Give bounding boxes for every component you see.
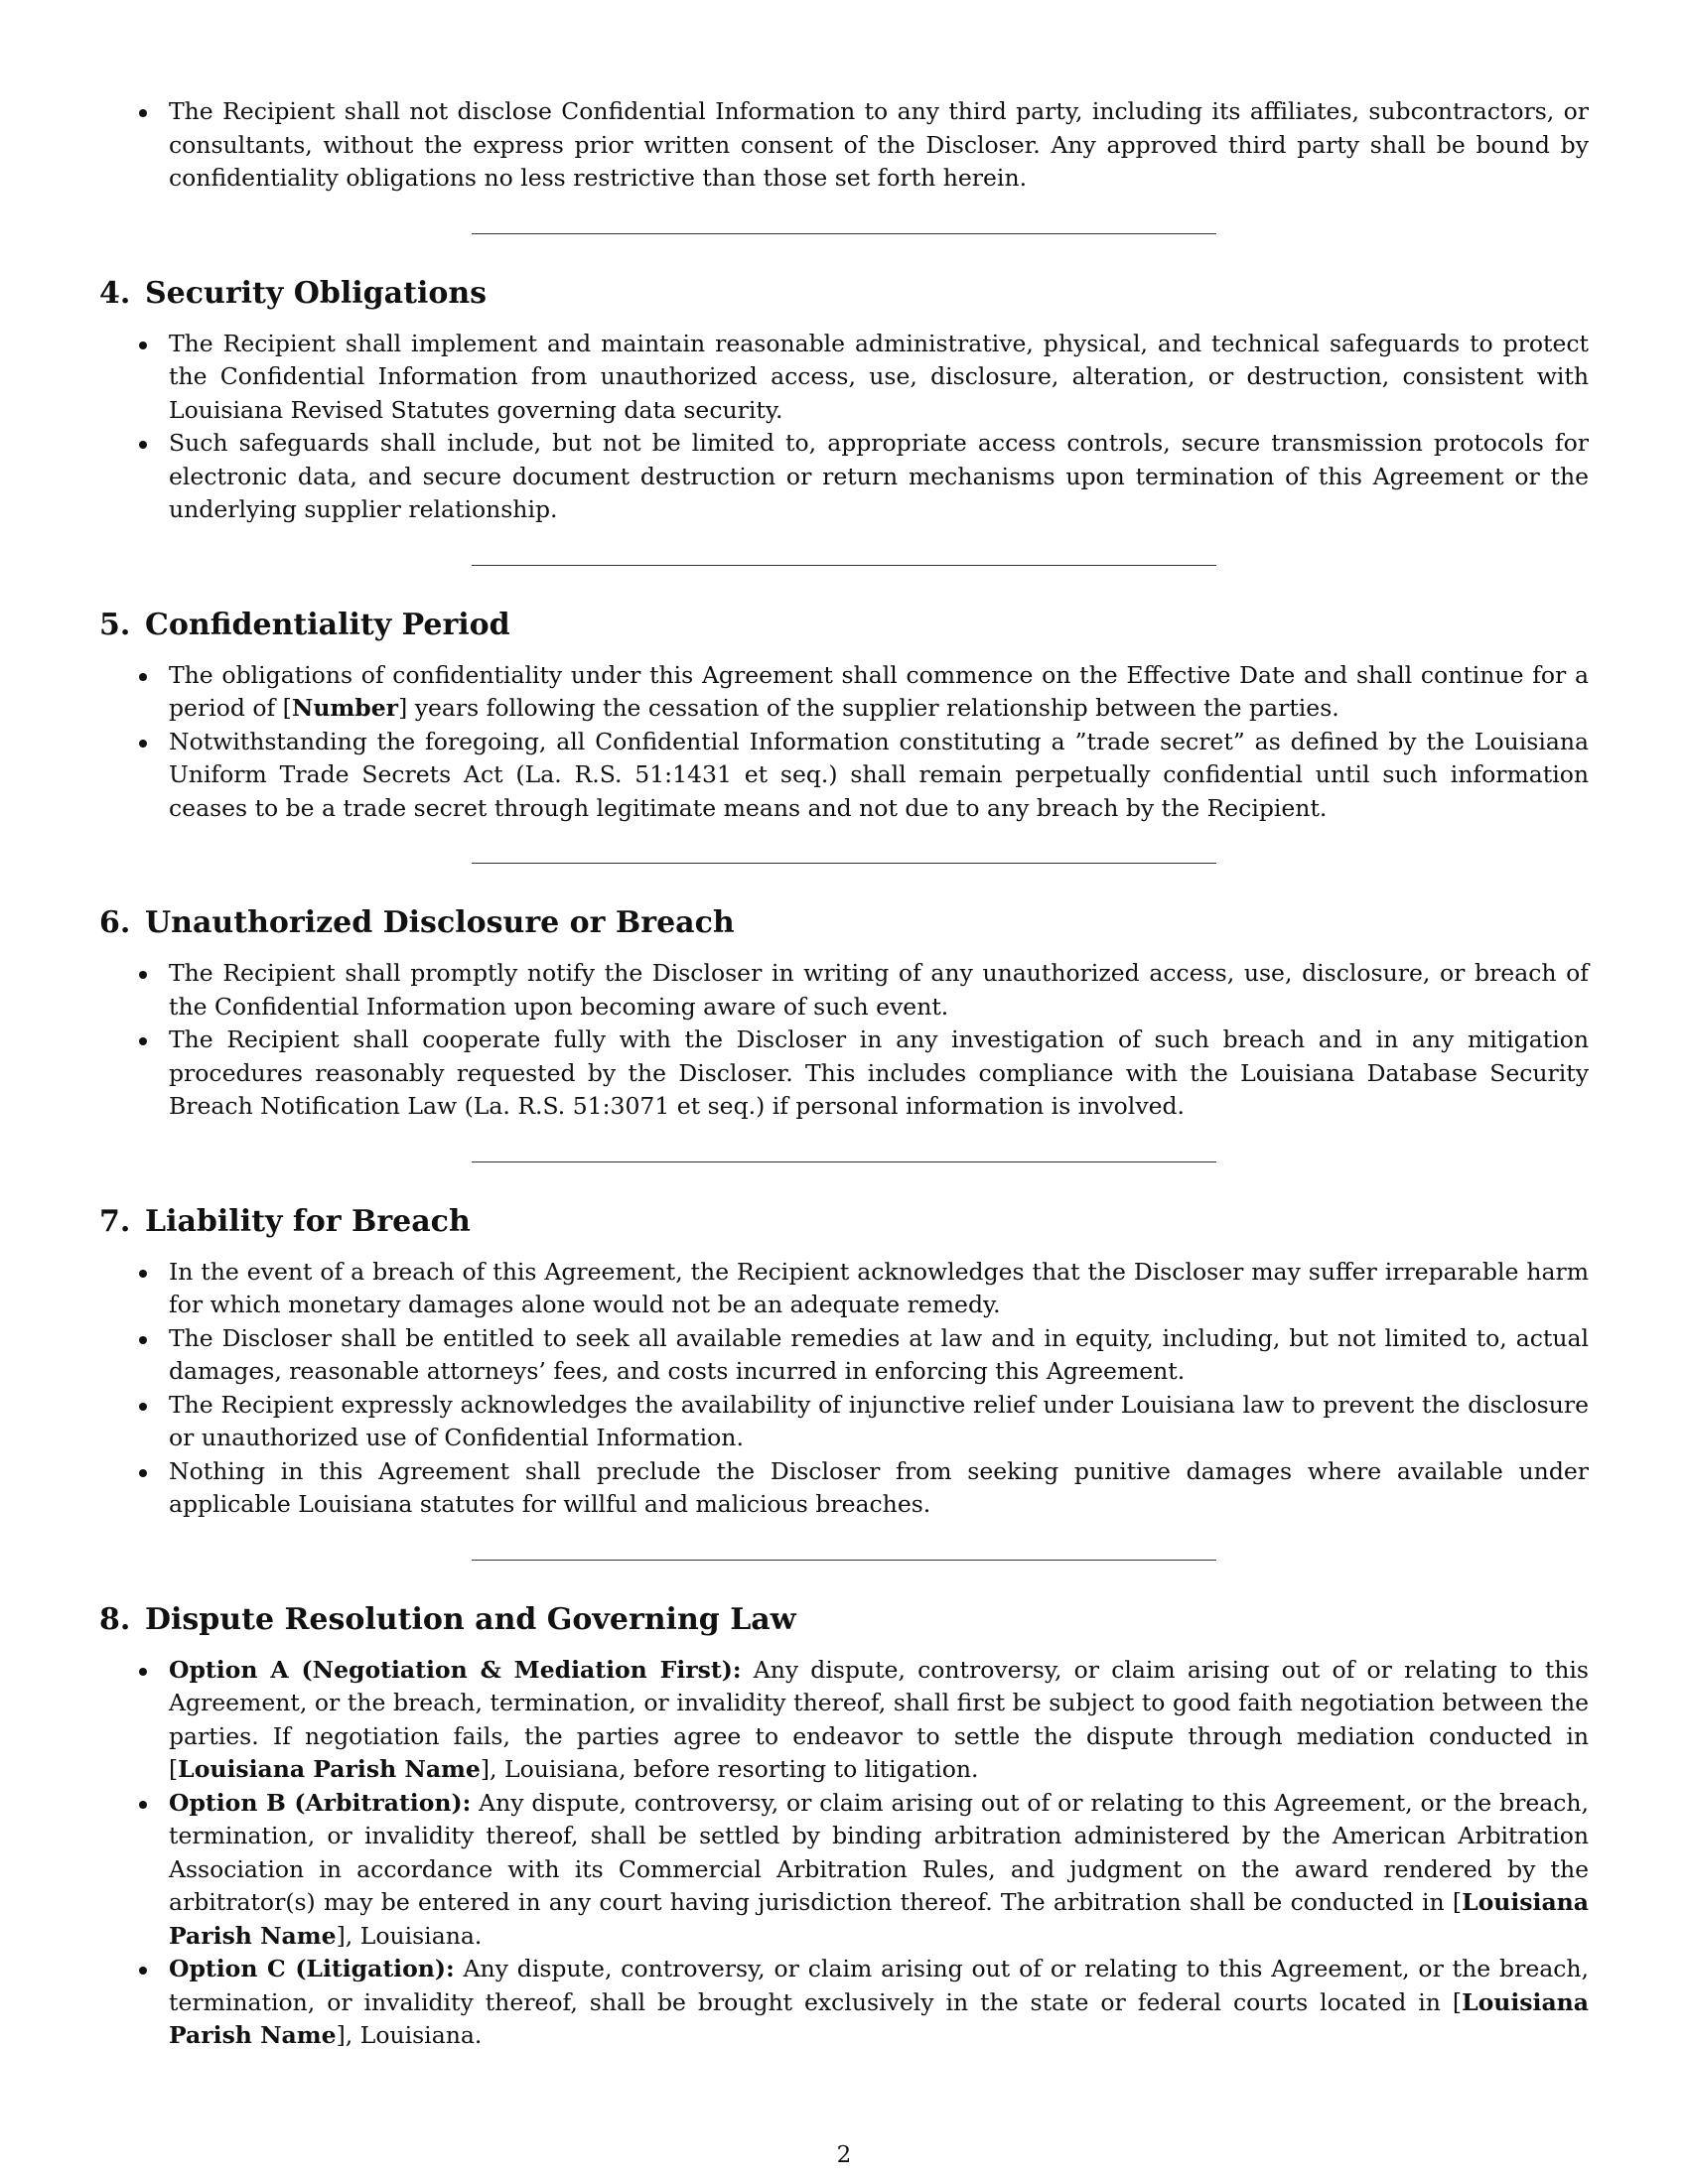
- bullet-item: The Recipient shall not disclose Confidential Information to any third party, including its affiliates, subcontractors, or consultants, without the express prior written consent of the Discloser. Any approved third party shall be bound by confidentiality obligations no less restrictive than those set forth herein.: [99, 95, 1589, 196]
- section-number: 7.: [99, 1203, 131, 1239]
- section-number: 8.: [99, 1601, 131, 1637]
- bold-term: Option A (Negotiation & Mediation First):: [169, 1655, 742, 1684]
- section-heading: [99, 276, 1589, 312]
- section-bullets: [99, 1256, 1589, 1522]
- bold-term: Number: [291, 694, 399, 722]
- bullet-item: In the event of a breach of this Agreement, the Recipient acknowledges that the Discloser may suffer irreparable harm for which monetary damages alone would not be an adequate remedy.: [99, 1256, 1589, 1322]
- section-divider: [472, 565, 1216, 566]
- section-number: 4.: [99, 275, 131, 311]
- section-bullets: [99, 1654, 1589, 2053]
- section-heading: [99, 1602, 1589, 1638]
- section-heading: [99, 905, 1589, 941]
- bold-term: Option C (Litigation):: [169, 1955, 455, 1982]
- bold-term: Louisiana Parish Name: [169, 1987, 1589, 2049]
- section-divider: [472, 863, 1216, 864]
- bullet-item: Option C (Litigation): Any dispute, controversy, or claim arising out of or relating to this Agreement, or the breach, termination, or invalidity thereof, shall be brought exclusively in the state or federal courts located in [Louisiana Parish Name], Louisiana.: [99, 1953, 1589, 2053]
- bold-term: Option B (Arbitration):: [169, 1788, 472, 1817]
- section-divider: [472, 1560, 1216, 1561]
- section-title: Dispute Resolution and Governing Law: [145, 1601, 796, 1637]
- section-title: Liability for Breach: [145, 1203, 471, 1239]
- bullet-item: Nothing in this Agreement shall preclude the Discloser from seeking punitive damages where available under applicable Louisiana statutes for willful and malicious breaches.: [99, 1455, 1589, 1522]
- section-divider: [472, 233, 1216, 234]
- bullet-item: Option A (Negotiation & Mediation First): Any dispute, controversy, or claim arising out of or relating to this Agreement, or the breach, termination, or invalidity thereof, shall first be subject to good faith negotiation between the parties. If negotiation fails, the parties agree to endeavor to settle the dispute through mediation conducted in [Louisiana Parish Name], Louisiana, before resorting to litigation.: [99, 1654, 1589, 1787]
- section-heading: [99, 1204, 1589, 1240]
- document-page: [99, 95, 1589, 2053]
- bullet-item: The obligations of confidentiality under this Agreement shall commence on the Effective Date and shall continue for a period of [Number] years following the cessation of the supplier relationship between the parties.: [99, 659, 1589, 726]
- bullet-item: The Recipient shall promptly notify the Discloser in writing of any unauthorized access, use, disclosure, or breach of the Confidential Information upon becoming aware of such event.: [99, 957, 1589, 1024]
- section-title: Security Obligations: [145, 275, 488, 311]
- section-title: Unauthorized Disclosure or Breach: [145, 905, 735, 940]
- bold-term: Louisiana Parish Name: [178, 1755, 481, 1783]
- intro-bullets: [99, 95, 1589, 196]
- bullet-item: The Recipient expressly acknowledges the availability of injunctive relief under Louisiana law to prevent the disclosure or unauthorized use of Confidential Information.: [99, 1389, 1589, 1455]
- section-heading: [99, 608, 1589, 643]
- section-divider: [472, 1161, 1216, 1162]
- section-bullets: [99, 957, 1589, 1124]
- section-number: 5.: [99, 607, 131, 642]
- bullet-item: Such safeguards shall include, but not be limited to, appropriate access controls, secure transmission protocols for electronic data, and secure document destruction or return mechanisms upon termination of this Agreement or the underlying supplier relationship.: [99, 427, 1589, 527]
- bold-term: Louisiana Parish Name: [169, 1888, 1589, 1950]
- section-bullets: [99, 328, 1589, 527]
- bullet-item: The Recipient shall cooperate fully with the Discloser in any investigation of such breach and in any mitigation procedures reasonably requested by the Discloser. This includes compliance with the Louisiana Database Security Breach Notification Law (La. R.S. 51:3071 et seq.) if personal information is involved.: [99, 1024, 1589, 1124]
- bullet-item: Option B (Arbitration): Any dispute, controversy, or claim arising out of or relating to this Agreement, or the breach, termination, or invalidity thereof, shall be settled by binding arbitration administered by the American Arbitration Association in accordance with its Commercial Arbitration Rules, and judgment on the award rendered by the arbitrator(s) may be entered in any court having jurisdiction thereof. The arbitration shall be conducted in [Louisiana Parish Name], Louisiana.: [99, 1787, 1589, 1954]
- section-title: Confidentiality Period: [145, 607, 510, 642]
- section-bullets: [99, 659, 1589, 826]
- bullet-item: The Recipient shall implement and maintain reasonable administrative, physical, and technical safeguards to protect the Confidential Information from unauthorized access, use, disclosure, alteration, or destruction, consistent with Louisiana Revised Statutes governing data security.: [99, 328, 1589, 428]
- bullet-item: The Discloser shall be entitled to seek all available remedies at law and in equity, including, but not limited to, actual damages, reasonable attorneys’ fees, and costs incurred in enforcing this Agreement.: [99, 1322, 1589, 1389]
- page-number: 2: [836, 2142, 852, 2168]
- bullet-item: Notwithstanding the foregoing, all Confidential Information constituting a ”trade secret” as defined by the Louisiana Uniform Trade Secrets Act (La. R.S. 51:1431 et seq.) shall remain perpetually confidential until such information ceases to be a trade secret through legitimate means and not due to any breach by the Recipient.: [99, 726, 1589, 826]
- section-number: 6.: [99, 905, 131, 940]
